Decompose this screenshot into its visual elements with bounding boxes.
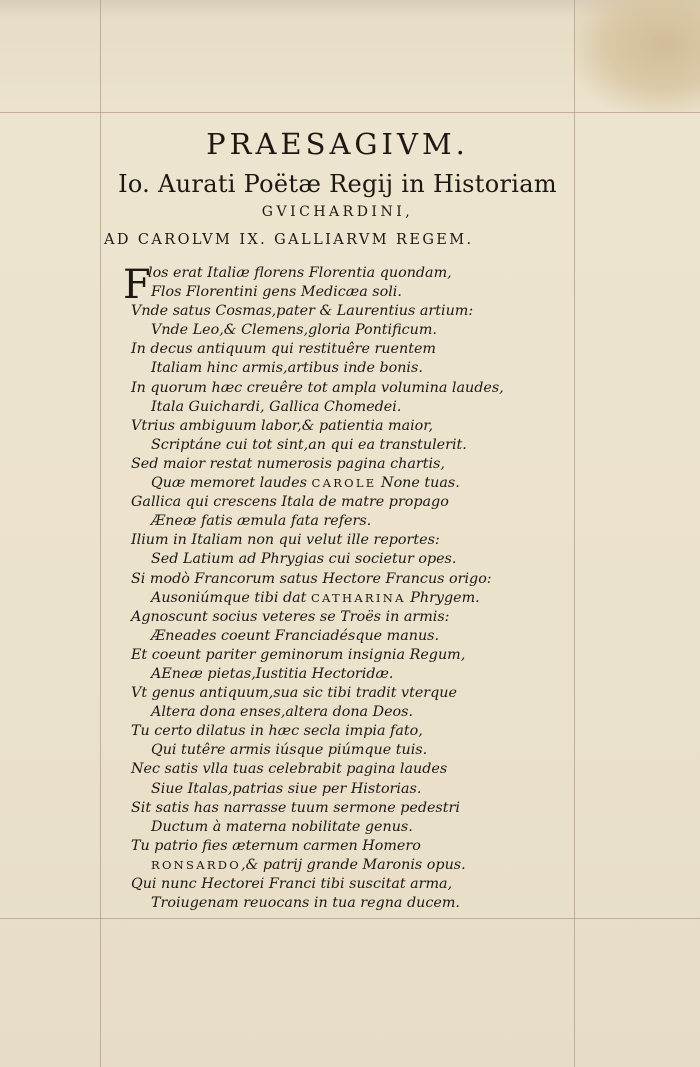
poem-line: Itala Guichardi, Gallica Chomedei.	[151, 398, 402, 415]
poem-line-smallcaps: CAROLE	[311, 476, 377, 491]
poem-line: Sed maior restat numerosis pagina chartis,	[131, 455, 445, 472]
poem-line: Sed Latium ad Phrygias cui societur opes.	[151, 551, 457, 568]
paper-stain	[575, 0, 700, 112]
poem-line: Æneæ fatis æmula fata refers.	[151, 513, 372, 530]
poem-line-text: ,& patrij grande Maronis opus.	[241, 856, 466, 873]
poem-line: Tu patrio fies æternum carmen Homero	[131, 837, 421, 854]
poem-line-smallcaps: CATHARINA	[310, 590, 406, 605]
poem-line-text: None tuas.	[376, 475, 460, 492]
drop-cap: F	[123, 262, 151, 308]
poem-line: Ductum à materna nobilitate genus.	[151, 818, 413, 835]
poem-line: Tu certo dilatus in hæc secla impia fato,	[131, 723, 423, 740]
frame-rule-bottom	[0, 918, 700, 919]
poem-line: In quorum hæc creuêre tot ampla volumina laudes,	[131, 379, 504, 396]
page-subtitle: Io. Aurati Poëtæ Regij in Historiam	[118, 170, 557, 198]
poem-line: Italiam hinc armis,artibus inde bonis.	[151, 360, 423, 377]
poem	[123, 262, 571, 913]
poem-line: Flos Florentini gens Medicæa soli.	[151, 284, 402, 301]
poem-line: Gallica qui crescens Itala de matre propago	[131, 494, 449, 511]
poem-line	[131, 856, 571, 875]
poem-line: Agnoscunt socius veteres se Troës in armis:	[131, 608, 450, 625]
poem-line: los erat Italiæ florens Florentia quondam,	[148, 265, 452, 281]
poem-line: Qui tutêre armis iúsque piúmque tuis.	[151, 742, 428, 759]
poem-line-smallcaps: RONSARDO	[151, 857, 242, 872]
poem-line: Æneades coeunt Franciadésque manus.	[151, 627, 440, 644]
poem-line: Qui nunc Hectorei Franci tibi suscitat arma,	[131, 876, 453, 892]
page-title: PRAESAGIVM.	[206, 127, 469, 161]
poem-line: Sit satis has narrasse tuum sermone pedestri	[131, 799, 460, 816]
poem-line: Vt genus antiquum,sua sic tibi tradit vterque	[131, 685, 457, 702]
poem-line-text: Phrygem.	[405, 589, 480, 606]
poem-line: Si modò Francorum satus Hectore Francus origo:	[131, 570, 492, 587]
poem-line: Troiugenam reuocans in tua regna ducem.	[151, 895, 460, 912]
poem-line	[131, 589, 571, 608]
poem-line: Scriptáne cui tot sint,an qui ea transtulerit.	[151, 436, 467, 453]
dedication: AD CAROLVM IX. GALLIARVM REGEM.	[104, 232, 474, 248]
poem-line: In decus antiquum qui restituêre ruentem	[131, 341, 436, 358]
poem-line: Altera dona enses,altera dona Deos.	[151, 704, 414, 721]
poem-line: Vnde satus Cosmas,pater & Laurentius artium:	[131, 303, 474, 320]
poem-line: Vnde Leo,& Clemens,gloria Pontificum.	[151, 322, 437, 339]
poem-line	[131, 474, 571, 493]
poem-line: Vtrius ambiguum labor,& patientia maior,	[131, 417, 434, 434]
frame-rule-top	[0, 112, 700, 113]
poem-line: AEneæ pietas,Iustitia Hectoridæ.	[151, 665, 394, 682]
poem-line: Et coeunt pariter geminorum insignia Regum,	[131, 646, 466, 663]
poem-line-text: Quæ memoret laudes	[151, 475, 312, 492]
poem-line: Nec satis vlla tuas celebrabit pagina laudes	[131, 761, 448, 778]
poem-line-text: Ausoniúmque tibi dat	[151, 589, 311, 606]
poem-line: Siue Italas,patrias siue per Historias.	[151, 780, 422, 797]
poem-line: Ilium in Italiam non qui velut ille reportes:	[131, 532, 440, 549]
author-name: GVICHARDINI,	[261, 204, 414, 220]
